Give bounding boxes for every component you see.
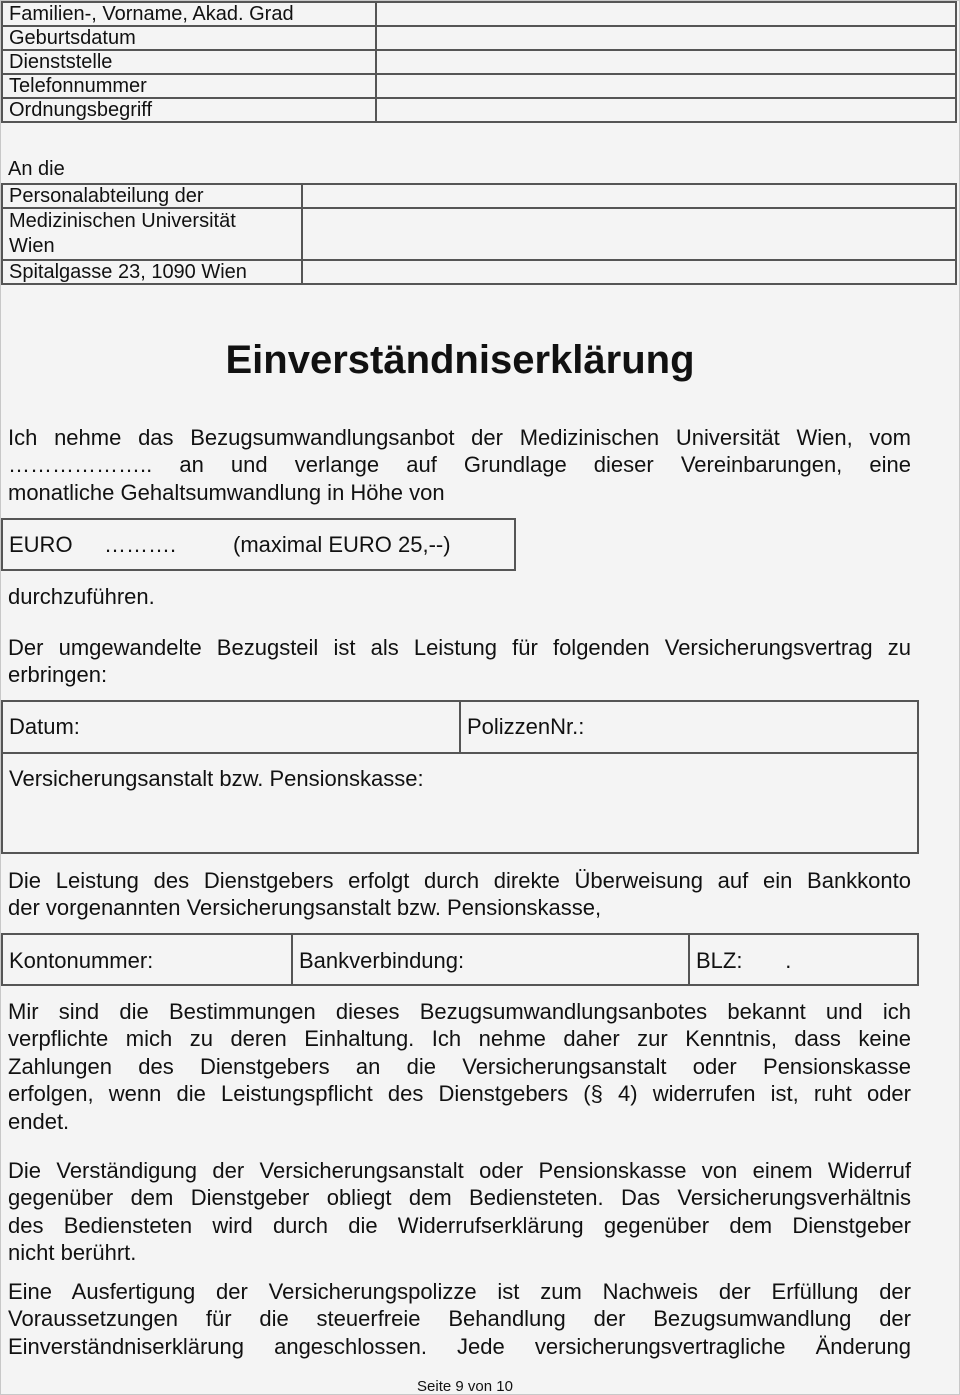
euro-amount[interactable]: ………. xyxy=(104,532,177,557)
line: Ich nehme das Bezugsumwandlungsanbot der Medizinischen Universität Wien, vom xyxy=(8,425,911,450)
line: Die Verständigung der Versicherungsanstalt oder Pensionskasse von einem Widerruf xyxy=(8,1158,911,1183)
label-birthdate: Geburtsdatum xyxy=(2,26,376,50)
euro-max: (maximal EURO 25,--) xyxy=(233,532,451,557)
address-blank xyxy=(302,184,956,208)
address-line-1: Medizinischen Universität xyxy=(9,210,236,232)
line: erbringen: xyxy=(8,662,108,688)
line: Der umgewandelte Bezugsteil ist als Leistung für folgenden Versicherungsvertrag zu xyxy=(8,635,911,660)
address-intro: An die xyxy=(8,158,65,180)
line: Die Leistung des Dienstgebers erfolgt durch direkte Überweisung auf ein Bankkonto xyxy=(8,868,911,893)
label-bank: Bankverbindung: xyxy=(299,948,465,973)
line: erfolgen, wenn die Leistungspflicht des Dienstgebers (§ 4) widerrufen ist, ruht oder xyxy=(8,1081,911,1107)
line: verpflichte mich zu deren Einhaltung. Ich nehme daher zur Kenntnis, dass keine xyxy=(8,1026,911,1052)
paragraph-offer xyxy=(8,424,911,506)
field-name[interactable] xyxy=(376,2,956,26)
field-birthdate[interactable] xyxy=(376,26,956,50)
address-line: Personalabteilung der xyxy=(2,184,302,208)
page-number: Seite 9 von 10 xyxy=(417,1378,513,1395)
label-phone: Telefonnummer xyxy=(2,74,376,98)
address-blank xyxy=(302,260,956,284)
address-line xyxy=(2,208,302,260)
line: der vorgenannten Versicherungsanstalt bzw. Pensionskasse, xyxy=(8,895,602,921)
address-table xyxy=(1,183,957,285)
label-reference: Ordnungsbegriff xyxy=(2,98,376,122)
address-line-2: Wien xyxy=(9,235,55,257)
field-phone[interactable] xyxy=(376,74,956,98)
line: gegenüber dem Dienstgeber obliegt dem Bediensteten. Das Versicherungsverhältnis xyxy=(8,1185,911,1211)
label-blz: BLZ: . xyxy=(696,948,792,973)
field-reference[interactable] xyxy=(376,98,956,122)
label-department: Dienststelle xyxy=(2,50,376,74)
line: monatliche Gehaltsumwandlung in Höhe von xyxy=(8,479,445,505)
line: Zahlungen des Dienstgebers an die Versicherungsanstalt oder Pensionskasse xyxy=(8,1053,911,1079)
paragraph-payment xyxy=(8,867,911,922)
label-account-number: Kontonummer: xyxy=(9,948,154,973)
paragraph-policy-copy xyxy=(8,1278,911,1360)
label-date: Datum: xyxy=(9,714,80,739)
field-department[interactable] xyxy=(376,50,956,74)
paragraph-provisions xyxy=(8,998,911,1135)
line: Eine Ausfertigung der Versicherungspolizze ist zum Nachweis der Erfüllung der xyxy=(8,1279,911,1304)
label-policy-number: PolizzenNr.: xyxy=(467,714,585,739)
paragraph-notification xyxy=(8,1157,911,1267)
line: Mir sind die Bestimmungen dieses Bezugsumwandlungsanbotes bekannt und ich xyxy=(8,999,911,1024)
page-title: Einverständniserklärung xyxy=(225,338,695,382)
label-name: Familien-, Vorname, Akad. Grad xyxy=(2,2,376,26)
bank-table xyxy=(1,933,919,986)
line: des Bediensteten wird durch die Widerrufserklärung gegenüber dem Dienstgeber xyxy=(8,1212,911,1238)
personal-data-table xyxy=(1,1,957,123)
contract-table xyxy=(1,700,919,854)
line: Einverständniserklärung angeschlossen. Jede versicherungsvertragliche Änderung xyxy=(8,1333,911,1359)
label-insurer: Versicherungsanstalt bzw. Pensionskasse: xyxy=(9,766,424,791)
line: endet. xyxy=(8,1108,70,1134)
line: ……………….. an und verlange auf Grundlage dieser Vereinbarungen, eine xyxy=(8,452,911,478)
durchfuehren-text: durchzuführen. xyxy=(8,584,155,609)
paragraph-contract xyxy=(8,634,911,689)
line: Voraussetzungen für die steuerfreie Behandlung der Bezugsumwandlung der xyxy=(8,1306,911,1332)
euro-box[interactable] xyxy=(1,518,516,571)
euro-label: EURO xyxy=(9,532,73,557)
address-blank xyxy=(302,208,956,260)
line: nicht berührt. xyxy=(8,1240,137,1266)
address-line: Spitalgasse 23, 1090 Wien xyxy=(2,260,302,284)
